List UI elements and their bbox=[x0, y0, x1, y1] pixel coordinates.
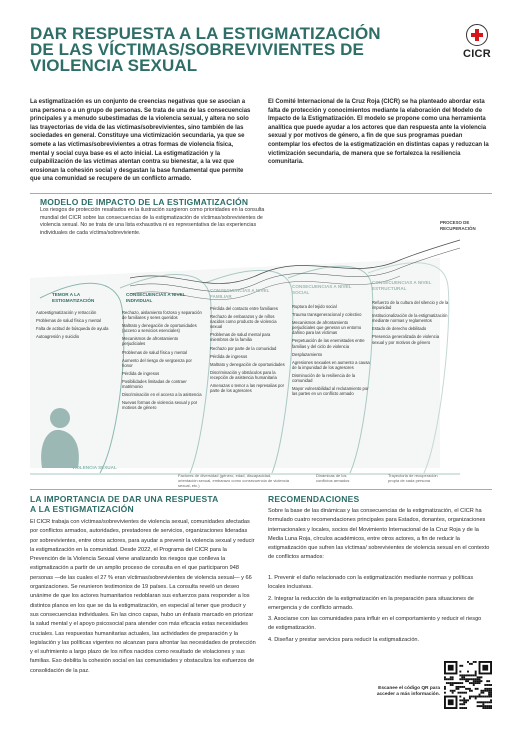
list-item: 3. Asociarse con las comunidades para influir en el comportamiento y reducir el riesgo de estigmatización. bbox=[268, 616, 482, 632]
qr-code-icon[interactable] bbox=[444, 661, 492, 709]
list-item: Discriminación y obstáculos para la recepción de asistencia humanitaria bbox=[210, 369, 277, 380]
list-item: Problemas de salud mental para miembros de la familia bbox=[210, 332, 271, 343]
list-item: Desplazamiento bbox=[292, 351, 323, 357]
list-item: Mecanismos de afrontamiento perjudiciales que generan un entorno dañino para las víctimas bbox=[292, 320, 362, 336]
list-item: Trauma transgeneracional y colectivo bbox=[292, 312, 362, 318]
list-item: Falta de actitud de búsqueda de ayuda bbox=[36, 326, 109, 332]
column-items bbox=[372, 300, 450, 348]
intro-right-paragraph: El Comité Internacional de la Cruz Roja (CICR) se ha planteado abordar esta falta de protección y conocimientos mediante la elaboración del Modelo de Impacto de la Estigmatización. El modelo se propone como una herramienta analítica que puede ayudar a los actores que dan respuesta ante la violencia sexual y por motivos de género, a fin de que sus programas puedan contemplar los efectos de la estigmatización en distintas capas y reduzcan la victimización secundaria, de manera que se fortalezca la resiliencia comunitaria. bbox=[268, 99, 489, 166]
list-item: Perpetuación de las enemistades entre familias y del ciclo de violencia bbox=[292, 338, 365, 349]
list-item: Mecanismos de afrontamiento perjudiciales bbox=[122, 336, 179, 347]
column-title: CONSECUENCIAS A NIVEL FAMILIAR bbox=[210, 288, 270, 299]
divider bbox=[30, 489, 492, 490]
recommendations-list bbox=[268, 574, 482, 647]
list-item: Pérdida de ingresos bbox=[122, 370, 160, 376]
recommendations-text: Sobre la base de las dinámicas y las consecuencias de la estigmatización, el CICR ha formulado cuatro recomendaciones principales para Estados, donantes, organizaciones internacionales y locales, socios del Movimiento Internacional de la Cruz Roja y de la Media Luna Roja, círculos académicos, entre otros actores, a fin de reducir la estigmatización que sufren las víctimas/ sobrevivientes de violencia sexual en el contexto de conflictos armados: bbox=[268, 508, 490, 561]
list-item: Problemas de salud física y mental bbox=[36, 318, 101, 324]
column-items bbox=[122, 310, 202, 413]
list-item: Disminución de la resiliencia de la comunidad bbox=[292, 372, 356, 384]
page-title bbox=[30, 26, 430, 74]
column-title: CONSECUENCIAS A NIVEL ESTRUCTURAL bbox=[372, 280, 432, 291]
list-item: Rechazo, aislamiento forzoso y separación de familiares y seres queridos bbox=[122, 310, 202, 321]
column-title: CONSECUENCIAS A NIVEL SOCIAL bbox=[292, 284, 352, 295]
model-description: Los riesgos de protección resaltados en la ilustración surgieron como prioridades en la consulta mundial del CICR sobre las consecuencias de la estigmatización de víctimas/sobrevivientes de violencia sexual. No se trata de una lista exhaustiva ni es representativa de las experiencias individuales de cada víctima/sobreviviente. bbox=[40, 207, 265, 236]
list-item: Rechazo por parte de la comunidad bbox=[210, 345, 277, 351]
list-item: Refuerzo de la cultura del silencio y de la impunidad bbox=[372, 300, 449, 311]
violence-label: VIOLENCIA SEXUAL bbox=[72, 465, 117, 470]
list-item: Rechazo de embarazos y de niños nacidos como producto de violencia sexual bbox=[210, 314, 277, 330]
list-item: Autoestigmatización y retracción bbox=[36, 310, 97, 315]
list-item: Discriminación en el acceso a la asistencia bbox=[122, 392, 202, 398]
trajectory-label: Trayectoria de recuperación propia de cada persona bbox=[388, 473, 438, 483]
red-cross-icon bbox=[466, 24, 488, 46]
list-item: Pérdida de ingresos bbox=[210, 353, 248, 359]
factors-label: Factores de diversidad (género, edad, discapacidad, orientación sexual, embarazo como consecuencia de violencia sexual, etc.) bbox=[178, 473, 289, 488]
column-title: CONSECUENCIAS A NIVEL INDIVIDUAL bbox=[126, 292, 186, 303]
column-items bbox=[292, 304, 370, 399]
importance-text: El CICR trabaja con víctimas/sobrevivientes de violencia sexual, comunidades afectadas por conflictos armados, autoridades, prestadores de servicios, organizaciones lideradas por sobrevivientes, entre otros actores, para ayudar a prevenir la violencia sexual y reducir la estigmatización en la comunidad. Desde 2022, el Programa del CICR para la Prevención de la Violencia Sexual viene analizando los riesgos que conlleva la estigmatización a partir de un amplio proceso de consulta en el que participaron 948 personas —de las cuales el 27 % eran víctimas/sobrevivientes de violencia sexual— y 66 organizaciones. Se reunieron testimonios de 19 países. La consulta reveló un deseo unánime de que los actores humanitarios redoblaran sus esfuerzos para responder a los distintos planos en los que se da la estigmatización, en especial al tener que producir y sus consecuencias individuales. En las cinco capas, hubo un énfasis marcado en priorizar la salud mental y el apoyo psicosocial para atender con más eficacia estas necesidades cruciales. Las respuestas humanitarias actuales, las actividades de preparación y la legislación y las políticas vigentes no alcanzan para afrontar las necesidades de protección y el sufrimiento a largo plazo de los niños nacidos como resultado de violaciones y sus familias. Eso debilita la cohesión social en las comunidades y obstaculiza los esfuerzos de consolidación de la paz. bbox=[30, 519, 256, 674]
list-item: 1. Prevenir el daño relacionado con la estigmatización mediante normas y políticas locales inclusivas. bbox=[268, 575, 474, 591]
list-item: 2. Integrar la reducción de la estigmatización en la preparación para situaciones de emergencia y de conflicto armado. bbox=[268, 595, 474, 611]
list-item: Ruptura del tejido social bbox=[292, 304, 337, 309]
list-item: Maltrato y denegación de oportunidades (acceso a servicios esenciales) bbox=[122, 323, 197, 334]
title-line: DAR RESPUESTA A LA ESTIGMATIZACIÓN bbox=[30, 24, 381, 43]
column-items bbox=[210, 306, 288, 396]
recovery-label: PROCESO DE RECUPERACIÓN bbox=[440, 220, 476, 231]
list-item: Agresiones sexuales en aumento a causa de la impunidad de los agresores bbox=[292, 359, 370, 370]
title-line: VIOLENCIA SEXUAL bbox=[30, 56, 198, 75]
list-item: Presencia generalizada de violencia sexual y por motivos de género bbox=[372, 334, 440, 345]
qr-caption: Escanee el código QR para acceder a más información. bbox=[376, 686, 440, 697]
column-title: TEMOR A LA ESTIGMATIZACIÓN bbox=[52, 292, 95, 303]
list-item: 4. Diseñar y prestar servicios para reducir la estigmatización. bbox=[268, 636, 420, 643]
list-item: Pérdida del contacto entre familiares bbox=[210, 306, 278, 311]
list-item: Nuevas formas de violencia sexual y por motivos de género bbox=[122, 400, 198, 411]
impact-diagram bbox=[20, 238, 492, 486]
list-item: Mayor vulnerabilidad al reclutamiento por las partes en un conflicto armado bbox=[292, 386, 369, 397]
intro-left-paragraph: La estigmatización es un conjunto de creencias negativas que se asocian a una persona o a un grupo de personas. Se trata de una de las consecuencias principales y a menudo subestimadas de la violencia sexual, y altera no solo las trayectorias de vida de las víctimas/sobrevivientes, sino también de las sociedades en general. Constituye una victimización secundaria, ya que se somete a las víctimas/sobrevivientes a otras formas de violencia física, mental y social cuya base es el acto inicial. La estigmatización y la culpabilización de las víctimas atentan contra su bienestar, a la vez que erosionan la cohesión social y desgastan la base fundamental que permite que una comunidad se recupere de un conflicto armado. bbox=[30, 99, 251, 183]
importance-heading: LA IMPORTANCIA DE DAR UNA RESPUESTA A LA ESTIGMATIZACIÓN bbox=[30, 494, 219, 514]
list-item: Autoagresión y suicidio bbox=[36, 334, 80, 340]
logo-text: CICR bbox=[462, 48, 492, 60]
list-item: Maltrato y denegación de oportunidades bbox=[210, 361, 285, 367]
list-item: Institucionalización de la estigmatización mediante normas y reglamentos bbox=[372, 313, 448, 324]
dynamics-label: Dinámicas de los conflictos armados bbox=[316, 473, 350, 483]
column-items bbox=[36, 310, 114, 342]
icrc-logo bbox=[462, 24, 492, 60]
list-item: Problemas de salud física y mental bbox=[122, 349, 187, 355]
list-item: Posibilidades limitadas de contraer matrimonio bbox=[122, 378, 187, 390]
title-line: DE LAS VÍCTIMAS/SOBREVIVIENTES DE bbox=[30, 40, 364, 59]
list-item: Estado de derecho debilitado bbox=[372, 326, 427, 332]
model-heading: MODELO DE IMPACTO DE LA ESTIGMATIZACIÓN bbox=[40, 197, 249, 207]
list-item: Amenazas o temor a las represalias por parte de los agresores bbox=[210, 383, 285, 394]
list-item: Aumento del riesgo de vergüenza por honor bbox=[122, 357, 192, 368]
divider bbox=[30, 193, 492, 194]
recommendations-heading: RECOMENDACIONES bbox=[268, 494, 360, 504]
